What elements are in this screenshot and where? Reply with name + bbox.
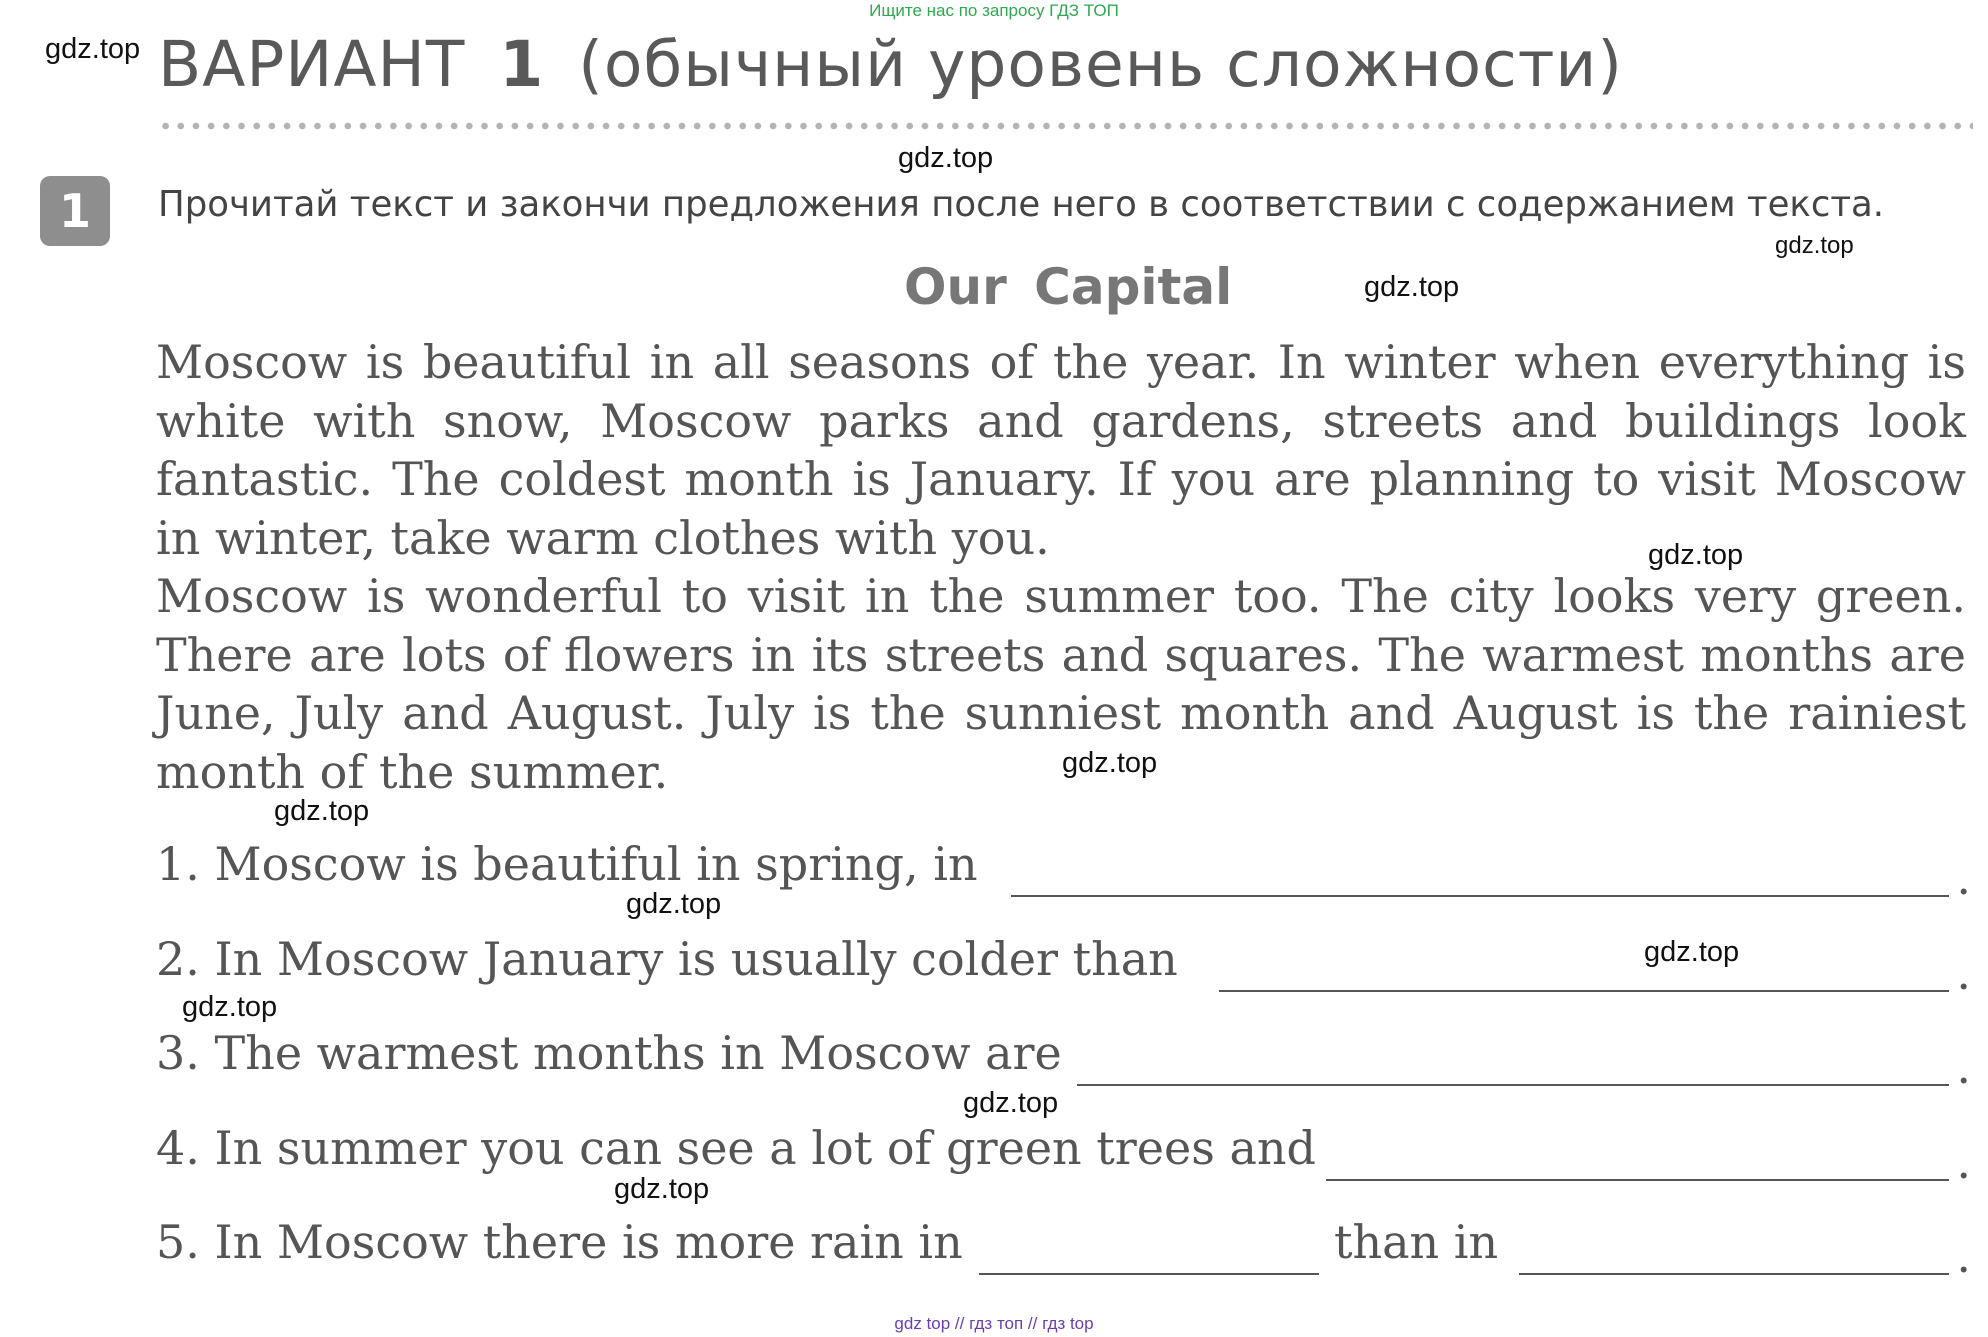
difficulty-label: (обычный уровень сложности) bbox=[578, 28, 1623, 101]
answer-blank[interactable] bbox=[1011, 895, 1949, 897]
sentence-5 bbox=[156, 1215, 1971, 1283]
sentence-2 bbox=[156, 932, 1971, 1000]
watermark: gdz.top bbox=[898, 142, 994, 174]
reading-text bbox=[156, 333, 1966, 801]
watermark: gdz.top bbox=[1648, 539, 1744, 571]
answer-blank[interactable] bbox=[1077, 1084, 1949, 1086]
task-number-badge: 1 bbox=[40, 176, 110, 246]
watermark: gdz.top bbox=[45, 33, 141, 65]
reading-paragraph: Moscow is beautiful in all seasons of the year. In winter when everything is white with snow, Moscow parks and gardens, streets and buildings look fantastic. The coldest month is January. If you are planning to visit Moscow in winter, take warm clothes with you. bbox=[156, 335, 1966, 565]
sentence-stem: 2. In Moscow January is usually colder than bbox=[156, 932, 1178, 986]
variant-word: ВАРИАНТ bbox=[158, 28, 466, 101]
watermark: gdz.top bbox=[963, 1087, 1059, 1119]
answer-blank[interactable] bbox=[1519, 1273, 1949, 1275]
sentence-stem: 4. In summer you can see a lot of green trees and bbox=[156, 1121, 1316, 1175]
dotted-divider bbox=[158, 122, 1973, 130]
watermark: gdz.top bbox=[626, 888, 722, 920]
watermark: gdz.top bbox=[614, 1173, 710, 1205]
variant-heading bbox=[158, 28, 1623, 101]
answer-blank[interactable] bbox=[979, 1273, 1319, 1275]
sentence-end: . bbox=[1956, 1135, 1971, 1189]
task-instruction: Прочитай текст и закончи предложения после него в соответствии с содержанием текста. bbox=[158, 184, 1885, 225]
variant-number: 1 bbox=[499, 28, 545, 101]
sentence-stem: 1. Moscow is beautiful in spring, in bbox=[156, 837, 978, 891]
sentence-end: . bbox=[1956, 1040, 1971, 1094]
watermark: gdz.top bbox=[274, 795, 370, 827]
sentence-3 bbox=[156, 1026, 1971, 1094]
watermark: gdz.top bbox=[1062, 747, 1158, 779]
answer-blank[interactable] bbox=[1219, 990, 1949, 992]
sentence-stem: 3. The warmest months in Moscow are bbox=[156, 1026, 1062, 1080]
sentence-middle: than in bbox=[1334, 1215, 1499, 1269]
footer-links: gdz top // гдз топ // гдз top bbox=[894, 1314, 1094, 1333]
watermark: gdz.top bbox=[1644, 936, 1740, 968]
sentence-end: . bbox=[1956, 851, 1971, 905]
watermark: gdz.top bbox=[1775, 232, 1854, 259]
reading-title: Our Capital bbox=[904, 258, 1233, 316]
top-notice: Ищите нас по запросу ГДЗ ТОП bbox=[869, 1, 1119, 20]
reading-paragraph: Moscow is wonderful to visit in the summer too. The city looks very green. There are lots of flowers in its streets and squares. The warmest months are June, July and August. July is the sunniest month and August is the rainiest month of the summer. bbox=[156, 569, 1966, 799]
sentence-end: . bbox=[1956, 946, 1971, 1000]
watermark: gdz.top bbox=[1364, 271, 1460, 303]
sentence-end: . bbox=[1956, 1229, 1971, 1283]
answer-blank[interactable] bbox=[1326, 1179, 1949, 1181]
sentence-stem: 5. In Moscow there is more rain in bbox=[156, 1215, 963, 1269]
watermark: gdz.top bbox=[182, 991, 278, 1023]
